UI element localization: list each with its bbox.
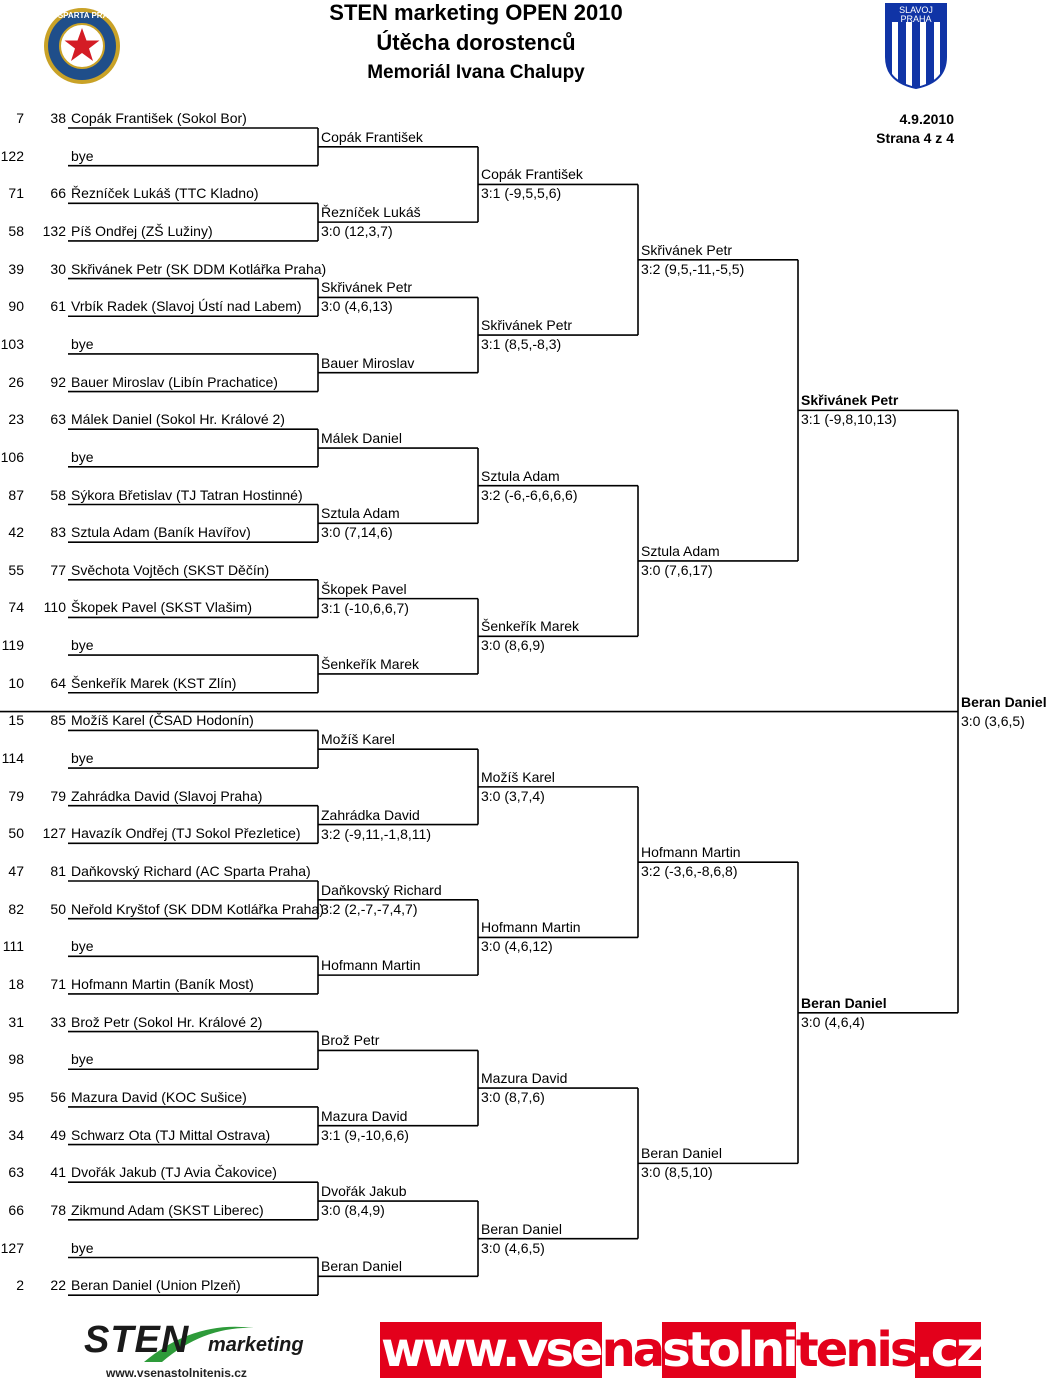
draw-number: 66: [8, 1201, 24, 1218]
player-name: Beran Daniel (Union Plzeň): [71, 1277, 241, 1294]
player-name: bye: [71, 1239, 94, 1256]
match-score: 3:0 (3,7,4): [481, 787, 545, 804]
player-name: Zahrádka David (Slavoj Praha): [71, 787, 263, 804]
draw-number: 111: [2, 938, 24, 955]
player-name: Málek Daniel (Sokol Hr. Králové 2): [71, 411, 285, 428]
match-winner: Skřivánek Petr: [481, 317, 573, 334]
match-winner: Skřivánek Petr: [641, 241, 733, 258]
player-name: Brož Petr (Sokol Hr. Králové 2): [71, 1013, 263, 1030]
match-score: 3:1 (8,5,-8,3): [481, 336, 562, 353]
draw-number: 26: [8, 373, 24, 390]
seed-number: 63: [50, 411, 66, 428]
seed-number: 127: [42, 825, 66, 842]
draw-number: 23: [8, 411, 24, 428]
draw-number: 90: [8, 298, 24, 315]
draw-number: 103: [0, 335, 24, 352]
match-winner: Beran Daniel: [321, 1258, 402, 1275]
player-name: bye: [71, 938, 94, 955]
player-name: Havazík Ondřej (TJ Sokol Přezletice): [71, 825, 301, 842]
seed-number: 110: [43, 599, 66, 616]
seed-number: 78: [50, 1201, 66, 1218]
draw-number: 87: [8, 486, 24, 503]
match-score: 3:0 (7,14,6): [321, 524, 393, 541]
website-banner[interactable]: [380, 1313, 982, 1387]
player-name: Zikmund Adam (SKST Liberec): [71, 1201, 264, 1218]
draw-number: 55: [8, 561, 24, 578]
match-score: 3:0 (8,4,9): [321, 1202, 385, 1219]
draw-number: 95: [8, 1088, 24, 1105]
player-name: Možíš Karel (ČSAD Hodonín): [71, 712, 254, 729]
match-score: 3:0 (8,7,6): [481, 1089, 545, 1106]
player-name: Schwarz Ota (TJ Mittal Ostrava): [71, 1126, 271, 1143]
match-score: 3:2 (2,-7,-7,4,7): [321, 900, 418, 917]
player-name: Sztula Adam (Baník Havířov): [71, 524, 251, 541]
draw-number: 106: [0, 448, 24, 465]
player-name: bye: [71, 637, 94, 654]
sten-logo: [84, 1318, 324, 1384]
player-name: Šenkeřík Marek (KST Zlín): [71, 674, 237, 691]
match-score: 3:2 (-9,11,-1,8,11): [321, 825, 431, 842]
match-winner: Málek Daniel: [321, 430, 402, 447]
tournament-subtitle: Útěcha dorostenců: [376, 30, 576, 55]
seed-number: 61: [50, 298, 66, 315]
player-name: Vrbík Radek (Slavoj Ústí nad Labem): [71, 298, 302, 315]
match-score: 3:1 (9,-10,6,6): [321, 1126, 409, 1143]
draw-number: 98: [8, 1051, 24, 1068]
draw-number: 82: [8, 900, 24, 917]
player-name: Dvořák Jakub (TJ Avia Čakovice): [71, 1164, 277, 1181]
draw-number: 79: [8, 787, 24, 804]
sten-brand: STEN: [84, 1319, 190, 1361]
match-winner: Dvořák Jakub: [321, 1183, 407, 1200]
match-score: 3:0 (8,5,10): [641, 1164, 713, 1181]
seed-number: 30: [50, 260, 66, 277]
seed-number: 64: [50, 674, 66, 691]
draw-number: 31: [8, 1013, 24, 1030]
match-winner: Beran Daniel: [801, 994, 887, 1011]
banner-stolni: stolni: [662, 1322, 796, 1378]
player-name: Hofmann Martin (Baník Most): [71, 975, 254, 992]
draw-number: 74: [8, 599, 24, 616]
match-winner: Beran Daniel: [961, 693, 1047, 710]
draw-number: 42: [8, 524, 24, 541]
player-name: bye: [71, 147, 94, 164]
draw-number: 39: [8, 260, 24, 277]
player-name: bye: [71, 335, 94, 352]
sten-url: www.vsenastolnitenis.cz: [106, 1366, 247, 1380]
seed-number: 41: [50, 1164, 66, 1181]
draw-number: 7: [16, 110, 24, 126]
seed-number: 49: [50, 1126, 66, 1143]
match-winner: Bauer Miroslav: [321, 354, 415, 371]
draw-number: 18: [8, 975, 24, 992]
seed-number: 77: [50, 561, 66, 578]
seed-number: 56: [50, 1088, 66, 1105]
match-winner: Škopek Pavel: [321, 580, 407, 597]
seed-number: 85: [50, 712, 66, 729]
player-name: bye: [71, 1051, 94, 1068]
seed-number: 50: [50, 900, 66, 917]
banner-na: na: [601, 1322, 663, 1378]
banner-tenis: tenis: [795, 1322, 916, 1378]
match-winner: Sztula Adam: [481, 467, 560, 484]
draw-number: 58: [8, 222, 24, 239]
player-name: Škopek Pavel (SKST Vlašim): [71, 599, 253, 616]
seed-number: 71: [50, 975, 66, 992]
match-winner: Mazura David: [321, 1107, 408, 1124]
match-score: 3:2 (-6,-6,6,6,6): [481, 486, 578, 503]
tournament-memorial: Memoriál Ivana Chalupy: [367, 62, 585, 83]
draw-number: 114: [1, 750, 24, 767]
player-name: Sýkora Břetislav (TJ Tatran Hostinné): [71, 486, 303, 503]
player-name: Copák František (Sokol Bor): [71, 110, 247, 126]
match-score: 3:1 (-9,8,10,13): [801, 411, 897, 428]
match-score: 3:0 (4,6,13): [321, 298, 393, 315]
player-name: Neřold Kryštof (SK DDM Kotlářka Praha): [71, 900, 324, 917]
match-score: 3:1 (-10,6,6,7): [321, 599, 409, 616]
player-name: Svěchota Vojtěch (SKST Děčín): [71, 561, 270, 578]
page-number: Strana 4 z 4: [876, 130, 954, 146]
seed-number: 38: [50, 110, 66, 126]
draw-number: 127: [0, 1239, 24, 1256]
seed-number: 33: [50, 1013, 66, 1030]
draw-number: 50: [8, 825, 24, 842]
seed-number: 132: [42, 222, 66, 239]
draw-number: 2: [16, 1277, 24, 1294]
match-winner: Beran Daniel: [481, 1220, 562, 1237]
match-score: 3:0 (3,6,5): [961, 712, 1025, 729]
match-score: 3:0 (4,6,5): [481, 1239, 545, 1256]
match-winner: Skřivánek Petr: [321, 279, 413, 296]
match-winner: Skřivánek Petr: [801, 392, 899, 409]
match-winner: Copák František: [321, 128, 423, 145]
seed-number: 83: [50, 524, 66, 541]
sparta-logo-text: AC SPARTA PRAHA: [44, 11, 120, 20]
match-winner: Hofmann Martin: [481, 919, 581, 936]
seed-number: 79: [50, 787, 66, 804]
draw-number: 10: [8, 674, 24, 691]
match-winner: Možíš Karel: [481, 768, 555, 785]
draw-number: 63: [8, 1164, 24, 1181]
draw-number: 47: [8, 863, 24, 879]
banner-www: www.vse: [381, 1322, 601, 1378]
match-winner: Zahrádka David: [321, 806, 420, 823]
player-name: bye: [71, 750, 94, 767]
match-score: 3:0 (7,6,17): [641, 561, 713, 578]
seed-number: 81: [50, 863, 66, 879]
match-winner: Možíš Karel: [321, 731, 395, 748]
match-winner: Copák František: [481, 166, 583, 183]
tournament-title: STEN marketing OPEN 2010: [329, 0, 623, 25]
draw-number: 34: [8, 1126, 24, 1143]
match-score: 3:2 (-3,6,-8,6,8): [641, 863, 738, 880]
player-name: Daňkovský Richard (AC Sparta Praha): [71, 863, 311, 879]
match-score: 3:2 (9,5,-11,-5,5): [641, 260, 745, 277]
draw-number: 122: [0, 147, 24, 164]
seed-number: 92: [50, 373, 66, 390]
match-score: 3:0 (12,3,7): [321, 223, 393, 240]
seed-number: 22: [50, 1277, 66, 1294]
match-date: 4.9.2010: [899, 111, 954, 127]
draw-number: 71: [8, 185, 24, 202]
player-name: Píš Ondřej (ZŠ Lužiny): [71, 222, 213, 239]
match-winner: Sztula Adam: [641, 542, 720, 559]
match-winner: Sztula Adam: [321, 505, 400, 522]
seed-number: 58: [50, 486, 66, 503]
slavoj-logo-text: SLAVOJ PRAHA: [899, 5, 933, 24]
match-winner: Hofmann Martin: [321, 957, 421, 974]
match-winner: Mazura David: [481, 1070, 568, 1087]
match-score: 3:0 (4,6,4): [801, 1013, 865, 1030]
draw-number: 15: [8, 712, 24, 729]
match-winner: Hofmann Martin: [641, 844, 741, 861]
match-winner: Brož Petr: [321, 1032, 380, 1049]
player-name: Bauer Miroslav (Libín Prachatice): [71, 373, 278, 390]
banner-cz: .cz: [915, 1322, 982, 1378]
match-winner: Daňkovský Richard: [321, 881, 442, 898]
match-score: 3:0 (4,6,12): [481, 938, 553, 955]
draw-number: 119: [1, 637, 24, 654]
player-name: bye: [71, 448, 94, 465]
sten-sub: marketing: [208, 1334, 304, 1356]
match-score: 3:1 (-9,5,5,6): [481, 185, 562, 202]
match-winner: Šenkeřík Marek: [321, 655, 420, 672]
match-winner: Beran Daniel: [641, 1145, 722, 1162]
match-winner: Řezníček Lukáš: [321, 204, 421, 221]
match-score: 3:0 (8,6,9): [481, 637, 545, 654]
player-name: Řezníček Lukáš (TTC Kladno): [71, 185, 259, 202]
seed-number: 66: [50, 185, 66, 202]
player-name: Skřivánek Petr (SK DDM Kotlářka Praha): [71, 260, 327, 277]
match-winner: Šenkeřík Marek: [481, 618, 580, 635]
player-name: Mazura David (KOC Sušice): [71, 1088, 247, 1105]
